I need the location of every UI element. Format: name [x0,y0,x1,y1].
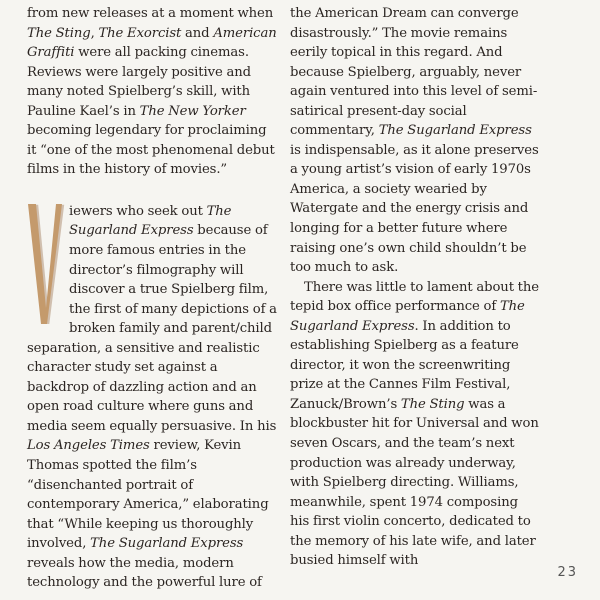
text-run: becoming legendary for proclaiming it “one of the most phenomenal debut films in the history of movies.” [27,123,275,178]
page-number: 23 [557,565,578,580]
paragraph-gap [27,180,277,202]
italic-title: The Sugarland Express [290,299,525,334]
text-run: review, Kevin Thomas spotted the film’s “disenchanted portrait of contemporary America,” elaborating that “While keeping us thoroughly involved, [27,438,269,552]
text-run: iewers who seek out [69,203,207,219]
drop-cap-graphic [27,204,65,324]
text-run: reveals how the media, modern technology and the powerful lure of [27,555,262,591]
italic-title: American Graffiti [27,25,277,61]
left-paragraph-1 [27,4,277,180]
text-run: was a blockbuster hit for Universal and won seven Oscars, and the team’s next production was already underway, with Spielberg directing. Williams, meanwhile, spent 1974 composing his first violin concerto, dedicated to the memory of his late wife, and later busied himself with [290,396,539,569]
left-paragraph-2-wrap [27,202,277,593]
drop-cap [27,204,65,324]
text-run: because of more famous entries in the director’s filmography will discover a true Spielberg film, the first of many depictions of a broken family and parent/child separation, a sensitive and realistic character study set against a backdrop of dazzling action and an open road culture where guns and media seem equally persuasive. In his [27,223,277,434]
text-run: There was little to lament about the tepid box office performance of [290,279,539,315]
text-run: , [90,25,99,41]
italic-title: The New Yorker [139,103,246,119]
text-run: and [181,25,214,41]
text-run: is indispensable, as it alone preserves a young artist’s vision of early 1970s America, a society wearied by Watergate and the energy crisis and longing for a better future where raising one’s own child shouldn’t be too much to ask. [290,142,539,276]
italic-title: The Sugarland Express [90,536,244,552]
italic-title: Los Angeles Times [27,438,150,454]
italic-title: The Exorcist [98,25,182,41]
italic-title: The Sugarland Express [69,203,232,239]
left-column [27,4,277,593]
text-run: from new releases at a moment when [27,6,274,21]
italic-title: The Sting [400,396,465,412]
right-paragraph-1 [290,4,540,278]
drop-cap-letter: V [46,263,47,265]
text-run: were all packing cinemas. Reviews were largely positive and many noted Spielberg’s skill, with Pauline Kael’s in [27,45,251,119]
italic-title: The Sting [27,25,91,41]
text-run: . In addition to establishing Spielberg as a feature director, it won the screenwriting prize at the Cannes Film Festival, Zanuck/Brown’s [290,318,519,412]
text-run: the American Dream can converge disastrously.” The movie remains eerily topical in this regard. And because Spielberg, arguably, never again ventured into this level of semi-satirical present-day social commentary, [290,6,538,139]
right-column [290,4,540,571]
right-paragraph-2 [290,278,540,571]
italic-title: The Sugarland Express [378,123,532,139]
